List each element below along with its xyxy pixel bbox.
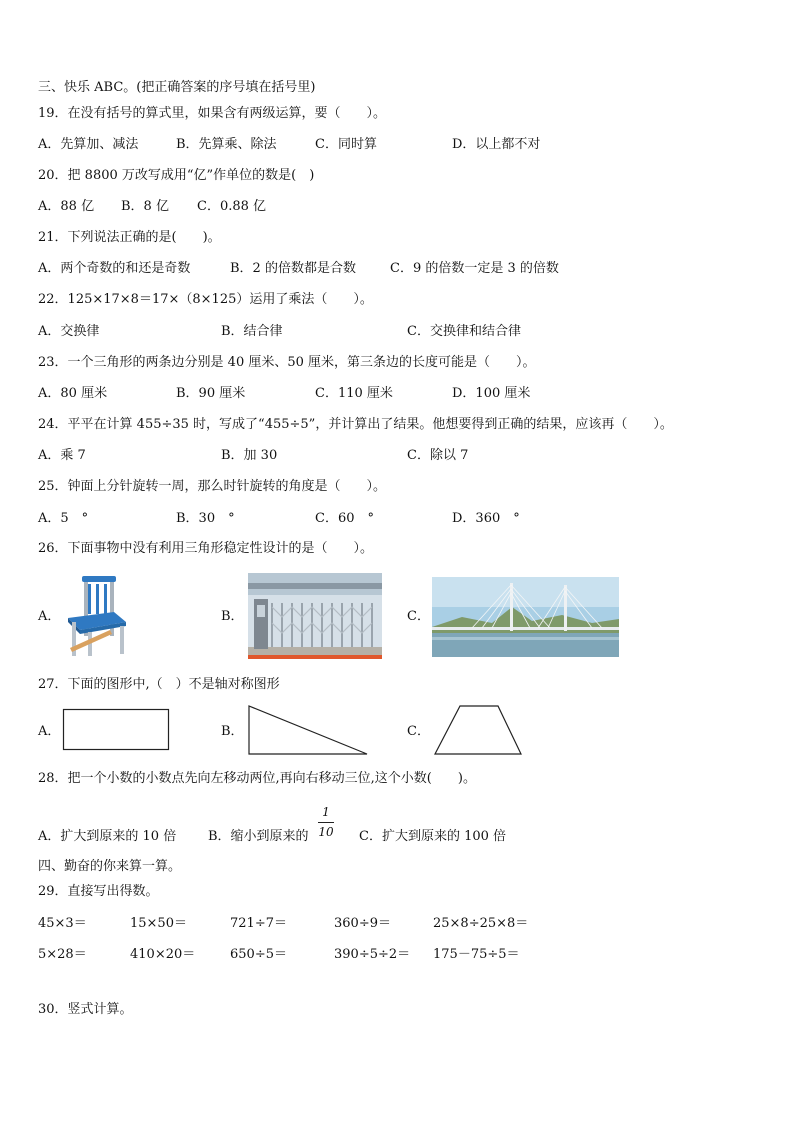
- fraction: [318, 804, 334, 839]
- fraction-numerator: 1: [322, 805, 330, 819]
- question-23: 23．一个三角形的两条边分别是 40 厘米、50 厘米，第三条边的长度可能是（ ）。: [38, 355, 536, 370]
- question-26: 26．下面事物中没有利用三角形稳定性设计的是（ ）。: [38, 541, 374, 556]
- q27-option-c: C．: [407, 724, 430, 739]
- q20-option-c: C．0.88 亿: [197, 199, 267, 214]
- q21-option-c: C．9 的倍数一定是 3 的倍数: [390, 261, 559, 276]
- calc-item: 175－75÷5＝: [433, 947, 520, 962]
- question-19: 19．在没有括号的算式里，如果含有两级运算，要（ ）。: [38, 106, 387, 121]
- calc-item: 15×50＝: [130, 916, 187, 931]
- q23-option-c: C．110 厘米: [315, 386, 393, 401]
- q25-option-d: D．360 °: [452, 511, 520, 526]
- calc-item: 721÷7＝: [230, 916, 287, 931]
- fraction-denominator: 10: [318, 825, 334, 839]
- q26-option-c: C．: [407, 609, 430, 624]
- q19-option-c: C．同时算: [315, 137, 377, 152]
- chair-image: [62, 572, 132, 660]
- calc-item: 5×28＝: [38, 947, 87, 962]
- q19-option-b: B．先算乘、除法: [176, 137, 277, 152]
- calc-item: 25×8÷25×8＝: [433, 916, 529, 931]
- question-22: 22．125×17×8＝17×（8×125）运用了乘法（ ）。: [38, 292, 373, 307]
- retractable-gate-image: [248, 573, 382, 659]
- q21-option-a: A．两个奇数的和还是奇数: [38, 261, 191, 276]
- fraction-bar: [318, 822, 334, 823]
- cable-stayed-bridge-image: [432, 577, 619, 657]
- question-21: 21．下列说法正确的是( )。: [38, 230, 221, 245]
- section-title: 三、快乐 ABC。(把正确答案的序号填在括号里): [38, 80, 316, 95]
- q26-option-a: A．: [38, 609, 61, 624]
- section-title: 四、勤奋的你来算一算。: [38, 859, 182, 874]
- calc-item: 410×20＝: [130, 947, 196, 962]
- trapezoid-figure: [432, 704, 524, 756]
- q27-option-a: A．: [38, 724, 61, 739]
- q25-option-b: B．30 °: [176, 511, 235, 526]
- q23-option-b: B．90 厘米: [176, 386, 246, 401]
- q20-option-a: A．88 亿: [38, 199, 95, 214]
- q19-option-d: D．以上都不对: [452, 137, 541, 152]
- calc-item: 45×3＝: [38, 916, 87, 931]
- q23-option-d: D．100 厘米: [452, 386, 531, 401]
- q27-option-b: B．: [221, 724, 244, 739]
- question-24: 24．平平在计算 455÷35 时，写成了“455÷5”，并计算出了结果。他想要得到正确的结果，应该再（ ）。: [38, 417, 673, 432]
- q19-option-a: A．先算加、减法: [38, 137, 139, 152]
- calc-item: 390÷5÷2＝: [334, 947, 411, 962]
- q23-option-a: A．80 厘米: [38, 386, 108, 401]
- q26-option-b: B．: [221, 609, 244, 624]
- question-30: 30．竖式计算。: [38, 1002, 133, 1017]
- q22-option-b: B．结合律: [221, 324, 283, 339]
- question-25: 25．钟面上分针旋转一周，那么时针旋转的角度是（ ）。: [38, 479, 387, 494]
- calc-item: 650÷5＝: [230, 947, 287, 962]
- question-28: 28．把一个小数的小数点先向左移动两位,再向右移动三位,这个小数( )。: [38, 771, 476, 786]
- q24-option-b: B．加 30: [221, 448, 278, 463]
- q28-option-b: B．缩小到原来的: [208, 829, 309, 844]
- q24-option-c: C．除以 7: [407, 448, 469, 463]
- question-27: 27．下面的图形中,（ ）不是轴对称图形: [38, 677, 280, 692]
- q25-option-c: C．60 °: [315, 511, 374, 526]
- q25-option-a: A．5 °: [38, 511, 89, 526]
- q21-option-b: B．2 的倍数都是合数: [230, 261, 356, 276]
- calc-item: 360÷9＝: [334, 916, 391, 931]
- question-20: 20．把 8800 万改写成用“亿”作单位的数是( ): [38, 168, 315, 183]
- q20-option-b: B．8 亿: [121, 199, 169, 214]
- q28-option-c: C．扩大到原来的 100 倍: [359, 829, 507, 844]
- q22-option-a: A．交换律: [38, 324, 100, 339]
- question-29: 29．直接写出得数。: [38, 884, 159, 899]
- q22-option-c: C．交换律和结合律: [407, 324, 521, 339]
- rectangle-figure: [62, 708, 170, 752]
- q24-option-a: A．乘 7: [38, 448, 86, 463]
- right-triangle-figure: [246, 704, 370, 756]
- q28-option-a: A．扩大到原来的 10 倍: [38, 829, 177, 844]
